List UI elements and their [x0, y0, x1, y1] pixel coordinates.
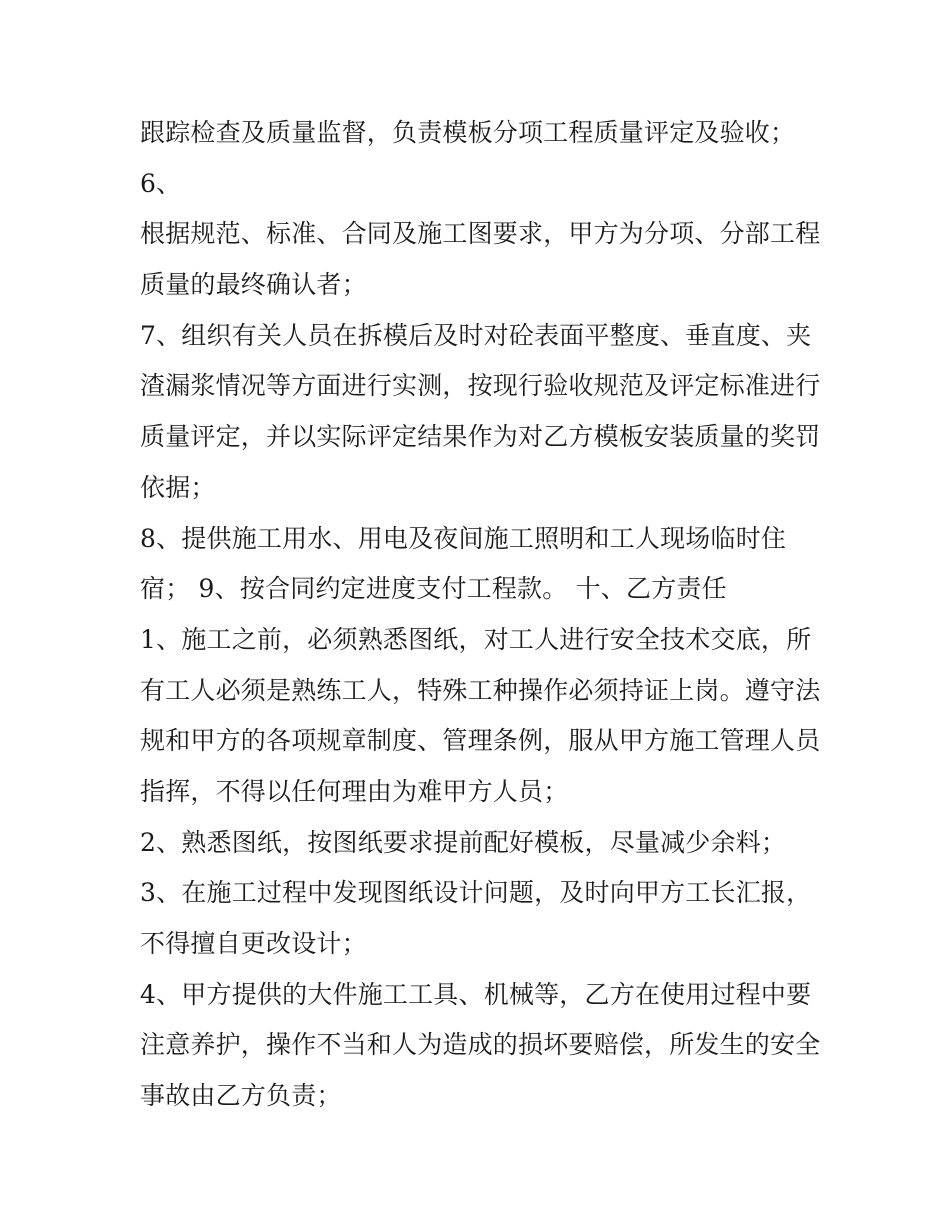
text-line: 依据；	[140, 472, 216, 502]
text-line: 7、组织有关人员在拆模后及时对砼表面平整度、垂直度、夹	[140, 320, 812, 350]
text-line: 指挥，不得以任何理由为难甲方人员；	[140, 776, 569, 806]
text-line: 注意养护，操作不当和人为造成的损坏要赔偿，所发生的安全	[140, 1030, 821, 1060]
text-line: 6、	[140, 168, 182, 198]
text-line: 事故由乙方负责；	[140, 1081, 342, 1111]
document-body	[140, 108, 830, 1122]
text-line: 渣漏浆情况等方面进行实测，按现行验收规范及评定标准进行	[140, 371, 821, 401]
text-line: 规和甲方的各项规章制度、管理条例，服从甲方施工管理人员	[140, 726, 821, 756]
text-line: 1、施工之前，必须熟悉图纸，对工人进行安全技术交底，所	[140, 624, 812, 654]
text-line: 质量的最终确认者；	[140, 270, 367, 300]
text-line: 3、在施工过程中发现图纸设计问题，及时向甲方工长汇报，	[140, 878, 812, 908]
text-line: 2、熟悉图纸，按图纸要求提前配好模板，尽量减少余料；	[140, 827, 787, 857]
text-line: 宿； 9、按合同约定进度支付工程款。 十、乙方责任	[140, 574, 727, 604]
text-line: 质量评定，并以实际评定结果作为对乙方模板安装质量的奖罚	[140, 422, 821, 452]
text-line: 有工人必须是熟练工人，特殊工种操作必须持证上岗。遵守法	[140, 675, 821, 705]
text-line: 4、甲方提供的大件施工工具、机械等，乙方在使用过程中要	[140, 979, 812, 1009]
text-line: 跟踪检查及质量监督，负责模板分项工程质量评定及验收；	[140, 118, 796, 147]
text-line: 根据规范、标准、合同及施工图要求，甲方为分项、分部工程	[140, 219, 821, 249]
text-line: 8、提供施工用水、用电及夜间施工照明和工人现场临时住	[140, 523, 787, 553]
text-line: 不得擅自更改设计；	[140, 929, 367, 958]
